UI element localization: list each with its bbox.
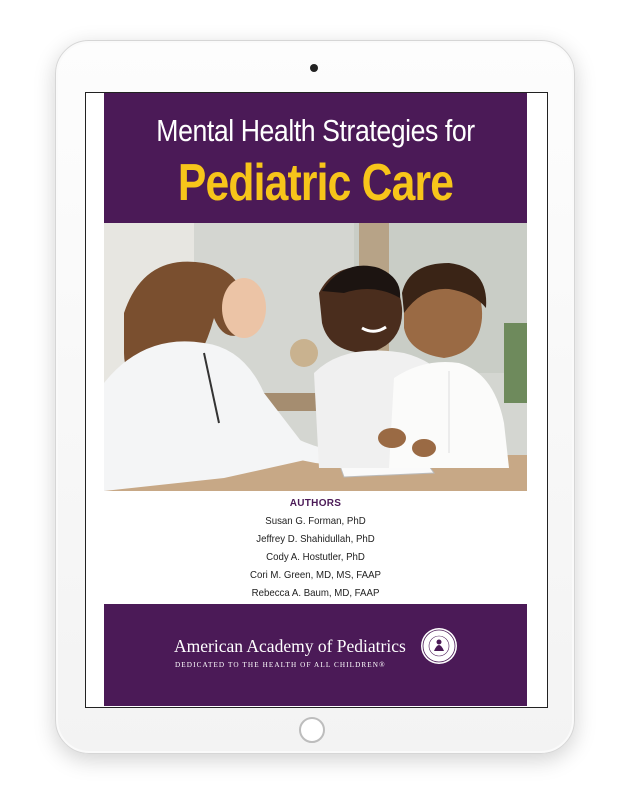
author-name: Cori M. Green, MD, MS, FAAP: [250, 569, 381, 581]
author-name: Cody A. Hostutler, PhD: [266, 551, 365, 563]
title-band: [104, 93, 527, 223]
book-title-line2: Pediatric Care: [177, 154, 454, 212]
publisher-band: [104, 604, 527, 706]
home-button[interactable]: [299, 717, 325, 743]
camera-icon: [310, 64, 318, 72]
cover-photo-illustration: [104, 223, 527, 491]
authors-section: [104, 491, 527, 604]
author-name: Jeffrey D. Shahidullah, PhD: [256, 533, 375, 545]
cover-photo: [104, 223, 527, 491]
publisher-name: American Academy of Pediatrics: [174, 636, 406, 656]
tablet-screen: [85, 92, 548, 708]
author-name: Rebecca A. Baum, MD, FAAP: [251, 587, 380, 599]
author-name: Susan G. Forman, PhD: [265, 515, 366, 527]
book-title-line1: Mental Health Strategies for: [156, 113, 475, 148]
author-list: [104, 512, 527, 602]
aap-seal-logo: [420, 627, 458, 665]
publisher-tagline: DEDICATED TO THE HEALTH OF ALL CHILDREN®: [175, 661, 386, 669]
authors-heading: AUTHORS: [289, 498, 342, 509]
tablet-device: [55, 40, 575, 754]
